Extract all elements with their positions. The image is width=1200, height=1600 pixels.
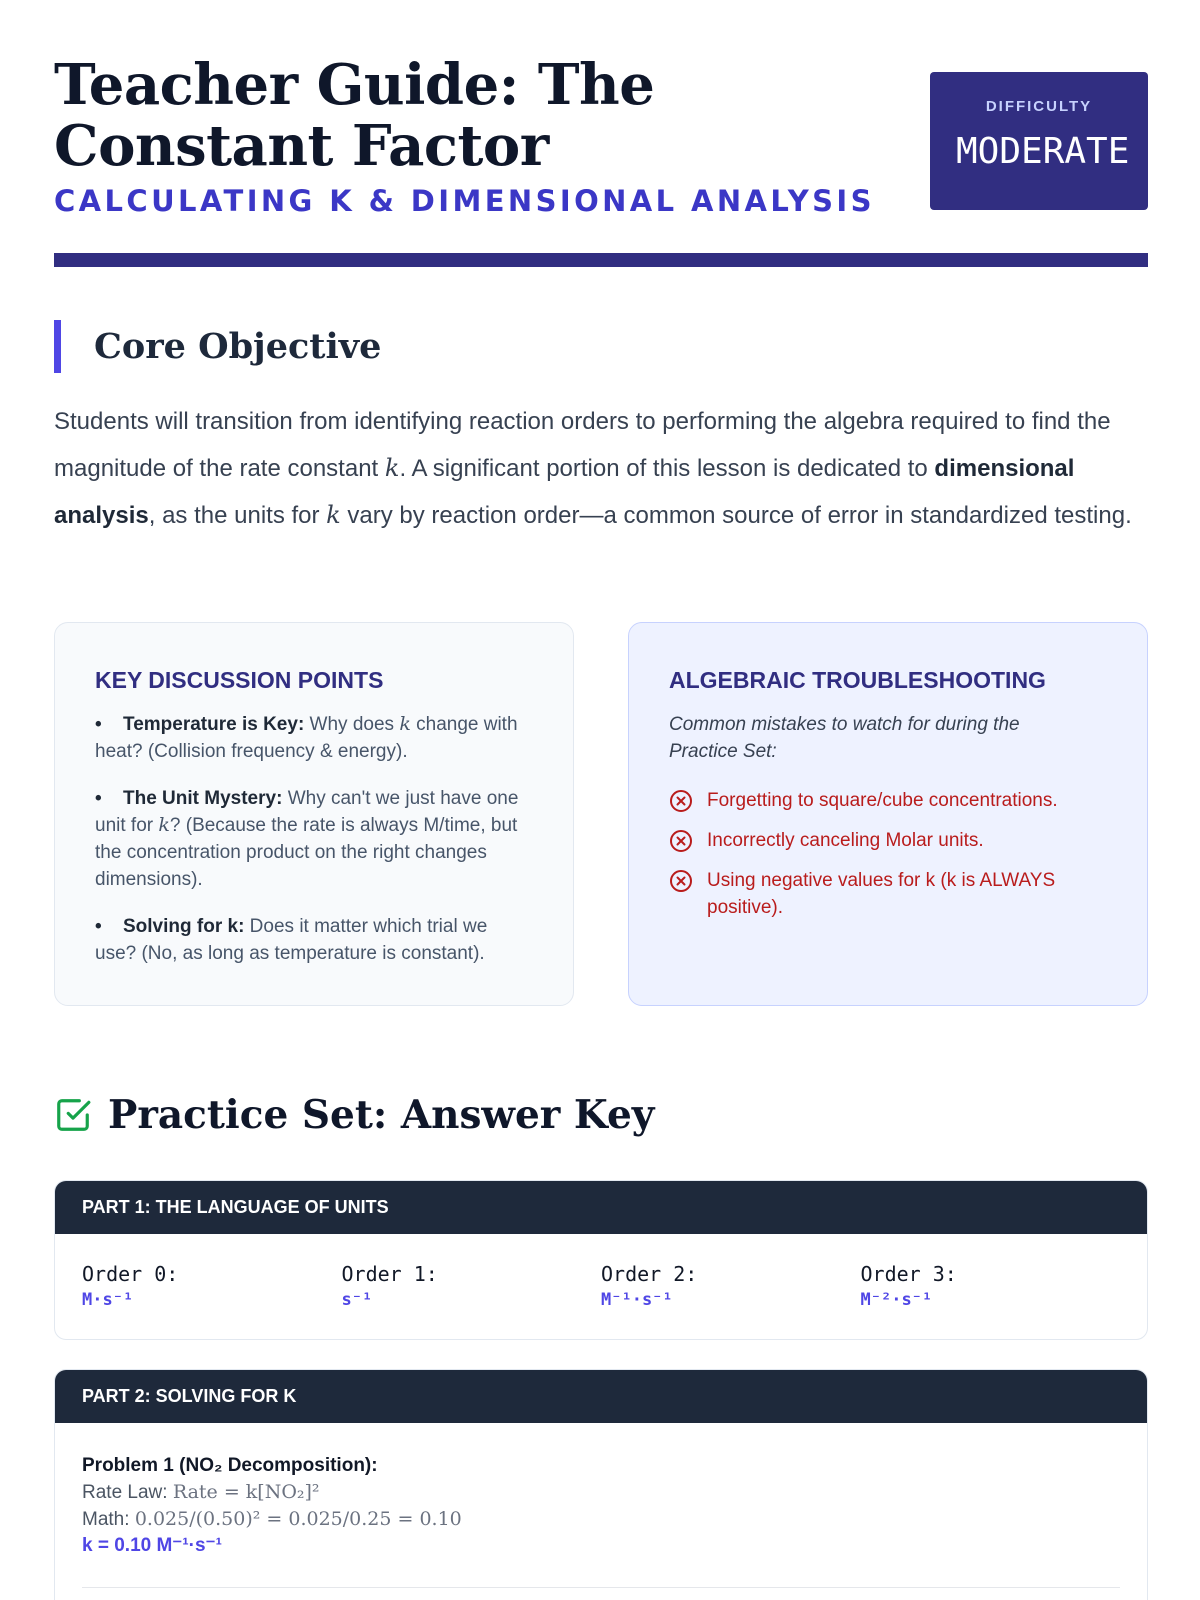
bullet: • bbox=[95, 788, 102, 809]
check-square-icon bbox=[54, 1096, 92, 1134]
discussion-title: KEY DISCUSSION POINTS bbox=[95, 667, 384, 693]
order-label: Order 3: bbox=[860, 1262, 957, 1286]
troubleshooting-card bbox=[628, 622, 1148, 1006]
math-k: k bbox=[158, 814, 170, 836]
discussion-item-text: change with heat? (Collision frequency & energy). bbox=[95, 714, 518, 762]
order-label: Order 0: bbox=[82, 1262, 179, 1286]
order-unit: M⁻¹·s⁻¹ bbox=[601, 1290, 673, 1310]
objective-heading-text: Core Objective bbox=[94, 326, 382, 367]
discussion-item-text: Why does bbox=[304, 714, 400, 735]
objective-heading bbox=[54, 320, 381, 373]
problem-answer: k = 0.10 M⁻¹·s⁻¹ bbox=[82, 1535, 222, 1556]
discussion-item bbox=[95, 913, 533, 967]
difficulty-badge bbox=[930, 72, 1148, 210]
practice-set-title: Practice Set: Answer Key bbox=[108, 1092, 655, 1138]
problem-divider bbox=[82, 1587, 1120, 1588]
objective-text-2: . A significant portion of this lesson is dedicated to bbox=[399, 455, 935, 482]
objective-text-4: vary by reaction order—a common source of error in standardized testing. bbox=[340, 502, 1132, 529]
practice-set-heading bbox=[54, 1090, 654, 1140]
math-label: Math: bbox=[82, 1509, 135, 1530]
rate-law-label: Rate Law: bbox=[82, 1482, 173, 1503]
difficulty-label: DIFFICULTY bbox=[985, 98, 1093, 115]
mistake-item bbox=[669, 827, 1107, 854]
order-3-answer bbox=[861, 1261, 1121, 1313]
mistake-item bbox=[669, 787, 1107, 814]
math-expression: 0.025/(0.50)² = 0.025/0.25 = 0.10 bbox=[134, 1508, 462, 1530]
mistake-text: Incorrectly canceling Molar units. bbox=[707, 830, 984, 851]
objective-text-3: , as the units for bbox=[148, 502, 327, 529]
bullet: • bbox=[95, 714, 102, 735]
troubleshooting-title: ALGEBRAIC TROUBLESHOOTING bbox=[669, 667, 1046, 693]
objective-paragraph bbox=[54, 398, 1148, 539]
rate-law-expression: Rate = k[NO₂]² bbox=[172, 1481, 320, 1503]
troubleshooting-intro: Common mistakes to watch for during the Practice Set: bbox=[669, 714, 1020, 762]
x-circle-icon bbox=[669, 789, 693, 813]
part-1-header: PART 1: THE LANGUAGE OF UNITS bbox=[55, 1181, 1147, 1234]
objective-text-1: Students will transition from identifying reaction orders to performing the algebra required to find the magnitude of the rate constant bbox=[54, 408, 1111, 482]
units-row bbox=[55, 1234, 1147, 1313]
part-1-card bbox=[54, 1180, 1148, 1340]
mistake-text: Using negative values for k (k is ALWAYS positive). bbox=[707, 870, 1056, 918]
order-unit: s⁻¹ bbox=[341, 1290, 373, 1310]
header-divider bbox=[54, 253, 1148, 267]
order-2-answer bbox=[601, 1261, 861, 1313]
page-subtitle: CALCULATING K & DIMENSIONAL ANALYSIS bbox=[54, 184, 875, 218]
mistake-text: Forgetting to square/cube concentrations. bbox=[707, 790, 1058, 811]
math-k: k bbox=[399, 713, 411, 735]
discussion-card bbox=[54, 622, 574, 1006]
discussion-item-text: Why can't we just have one unit for bbox=[95, 788, 519, 836]
discussion-item-lead: The Unit Mystery: bbox=[123, 788, 283, 809]
order-unit: M⁻²·s⁻¹ bbox=[860, 1290, 933, 1310]
part-2-header: PART 2: SOLVING FOR K bbox=[55, 1370, 1147, 1423]
discussion-item-text: ? (Because the rate is always M/time, but the concentration product on the right changes dimensions). bbox=[95, 815, 518, 890]
x-circle-icon bbox=[669, 829, 693, 853]
discussion-list bbox=[95, 711, 533, 967]
math-line bbox=[82, 1506, 1120, 1533]
discussion-item-lead: Temperature is Key: bbox=[123, 714, 305, 735]
discussion-item-lead: Solving for k: bbox=[123, 916, 245, 937]
order-1-answer bbox=[342, 1261, 602, 1313]
order-unit: M·s⁻¹ bbox=[82, 1290, 134, 1310]
bullet: • bbox=[95, 916, 102, 937]
order-label: Order 1: bbox=[341, 1262, 438, 1286]
discussion-item bbox=[95, 711, 533, 765]
x-circle-icon bbox=[669, 869, 693, 893]
order-0-answer bbox=[82, 1261, 342, 1313]
objective-bold-term: dimensional analysis bbox=[54, 455, 1075, 529]
part-2-card bbox=[54, 1369, 1148, 1600]
discussion-item-text: Does it matter which trial we use? (No, as long as temperature is constant). bbox=[95, 916, 488, 964]
rate-law-line bbox=[82, 1479, 1120, 1506]
difficulty-value: MODERATE bbox=[956, 131, 1130, 172]
math-k: k bbox=[326, 501, 341, 529]
guide-header bbox=[54, 52, 1148, 265]
page-title: Teacher Guide: The Constant Factor bbox=[54, 52, 655, 179]
discussion-item bbox=[95, 785, 533, 893]
problem-1 bbox=[55, 1423, 1147, 1559]
troubleshooting-list bbox=[669, 787, 1107, 921]
math-k: k bbox=[384, 454, 400, 482]
problem-title: Problem 1 (NO₂ Decomposition): bbox=[82, 1455, 378, 1476]
order-label: Order 2: bbox=[601, 1262, 698, 1286]
mistake-item bbox=[669, 867, 1107, 921]
